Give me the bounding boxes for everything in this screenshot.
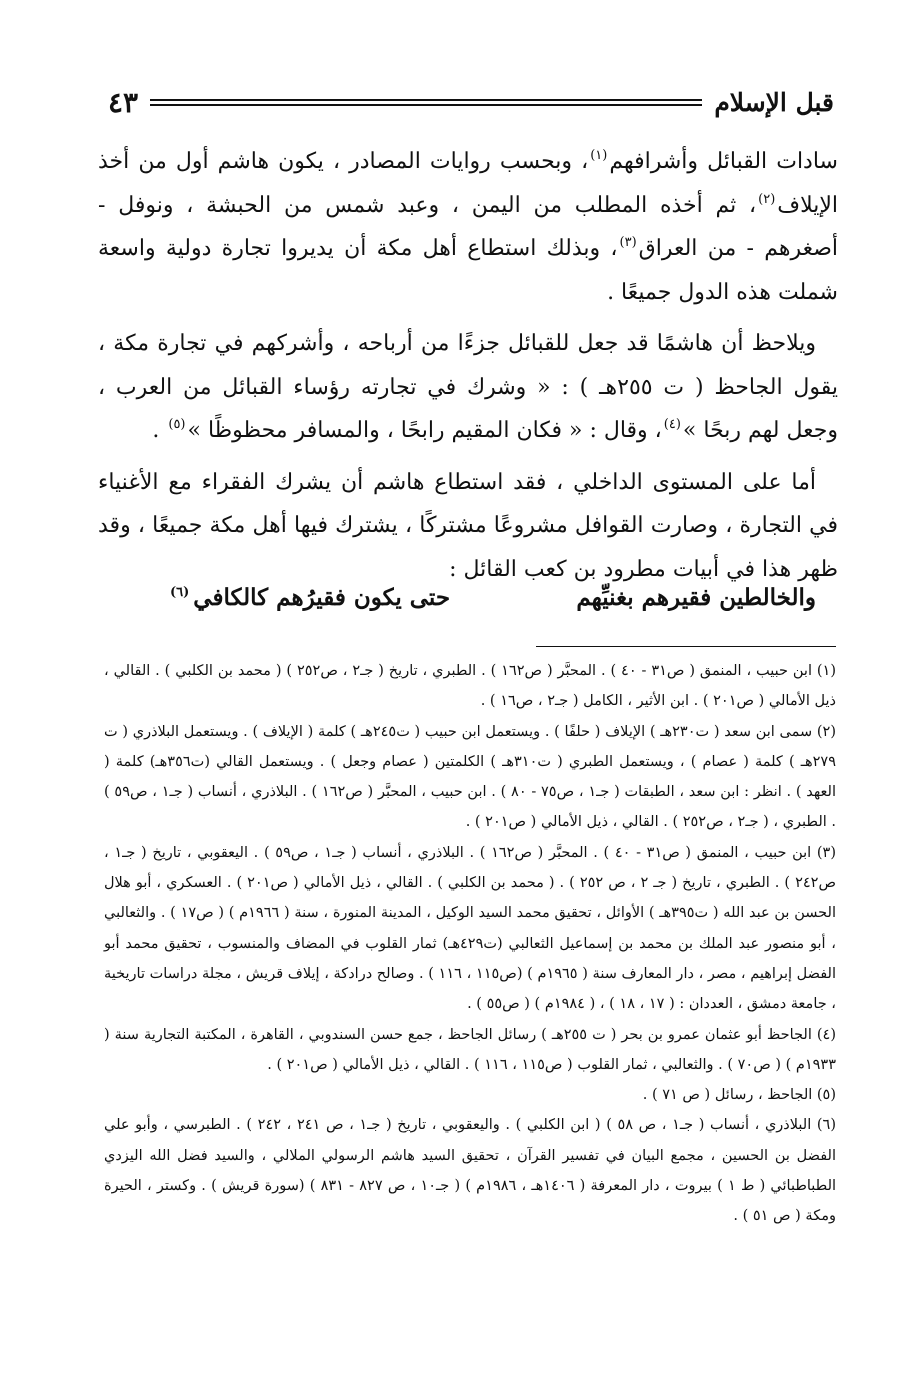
paragraph-2-part-c: .: [152, 418, 160, 443]
poetry-verse: [170, 584, 816, 611]
footnote-ref-2: (٢): [758, 191, 776, 207]
paragraph-2: [98, 322, 838, 453]
verse-first-hemistich: والخالطين فقيرهم بغنيِّهم: [576, 584, 816, 611]
paragraph-2-part-a: ويلاحظ أن هاشمًا قد جعل للقبائل جزءًا من أرباحه ، وأشركهم في تجارة مكة ، يقول الجاحظ ( ت ٢٥٥هـ ) : « وشرك في تجارته رؤساء القبائل من العرب ، وجعل لهم ربحًا »: [98, 331, 839, 443]
paragraph-3: أما على المستوى الداخلي ، فقد استطاع هاشم أن يشرك الفقراء مع الأغنياء في التجارة ، وصارت القوافل مشروعًا مشتركًا ، يشترك فيها أهل مكة جميعًا ، وقد ظهر هذا في أبيات مطرود بن كعب القائل :: [98, 469, 838, 582]
paragraph-2-part-b: ، وقال : « فكان المقيم رابحًا ، والمسافر محظوظًا »: [187, 418, 662, 443]
footnote-2: (٢) سمى ابن سعد ( ت٢٣٠هـ ) الإيلاف ( حلفًا ) . ويستعمل ابن حبيب ( ت٢٤٥هـ ) كلمة ( الإيلاف ) . ويستعمل البلاذري ( ت ٢٧٩هـ ) كلمة ( عصام ) ، ويستعمل الطبري ( ت٣١٠هـ ) الكلمتين ( عصام وجعل ) . ويستعمل القالي (ت٣٥٦هـ) كلمة ( العهد ) . انظر : ابن سعد ، الطبقات ( جـ١ ، ص٧٥ - ٨٠ ) . ابن حبيب ، المحبَّر ( ص١٦٢ ) . البلاذري ، أنساب ( جـ١ ، ص٥٩ ) . الطبري ، ( جـ٢ ، ص٢٥٢ ) . القالي ، ذيل الأمالي ( ص٢٠١ ) .: [104, 723, 836, 831]
footnote-3: (٣) ابن حبيب ، المنمق ( ص٣١ - ٤٠ ) . المحبَّر ( ص١٦٢ ) . البلاذري ، أنساب ( جـ١ ، ص٥٩ ) . اليعقوبي ، تاريخ ( جـ١ ، ص٢٤٢ ) . الطبري ، تاريخ ( جـ ٢ ، ص ٢٥٢ ) . ( محمد بن الكلبي ) . القالي ، ذيل الأمالي ( ص٢٠١ ) . العسكري ، أبو هلال الحسن بن عبد الله ( ت٣٩٥هـ ) الأوائل ، تحقيق محمد السيد الوكيل ، المدينة المنورة ، سنة ( ١٩٦٦م ) ( ص١٧ ) . والثعالبي ، أبو منصور عبد الملك بن محمد بن إسماعيل الثعالبي (ت٤٢٩هـ) ثمار القلوب في المضاف والمنسوب ، تحقيق محمد أبو الفضل إبراهيم ، مصر ، دار المعارف سنة ( ١٩٦٥م ) (ص١١٥ ، ١١٦ ) . وصالح درادكة ، إيلاف قريش ، مجلة دراسات تاريخية ، جامعة دمشق ، العددان : ( ١٧ ، ١٨ ) ، ( ١٩٨٤م ) ( ص٥٥ ) .: [104, 844, 836, 1013]
verse-second-hemistich-wrap: [170, 584, 450, 611]
footnote-6: (٦) البلاذري ، أنساب ( جـ١ ، ص ٥٨ ) ( ابن الكلبي ) . واليعقوبي ، تاريخ ( جـ١ ، ص ٢٤١ ، ٢٤٢ ) . الطبرسي ، وأبو علي الفضل بن الحسين ، مجمع البيان في تفسير القرآن ، تحقيق السيد هاشم الرسولي الملالي ، والسيد فضل الله اليزدي الطباطبائي ( ط ١ ) بيروت ، دار المعرفة ( ١٤٠٦هـ ، ١٩٨٦م ) ( جـ١٠ ، ص ٨٢٧ - ٨٣١ ) (سورة قريش ) . وكستر ، الحيرة ومكة ( ص ٥١ ) .: [104, 1117, 837, 1225]
main-text: [98, 140, 838, 591]
footnote-ref-4: (٤): [663, 417, 681, 432]
paragraph-1-part-d: ، وبذلك استطاع أهل مكة أن يديروا تجارة دولية واسعة شملت هذه الدول جميعًا .: [98, 236, 838, 305]
paragraph-1-part-c: ، ثم أخذه المطلب من اليمن ، وعبد شمس من الحبشة ، ونوفل - أصغرهم - من العراق: [98, 192, 838, 261]
footnotes: [104, 656, 836, 1232]
footnote-4: (٤) الجاحظ أبو عثمان عمرو بن بحر ( ت ٢٥٥هـ ) رسائل الجاحظ ، جمع حسن السندوبي ، القاهرة ، المكتبة التجارية سنة ( ١٩٣٣م ) ( ص٧٠ ) . والثعالبي ، ثمار القلوب ( ص١١٥ ، ١١٦ ) . القالي ، ذيل الأمالي ( ص٢٠١ ) .: [104, 1026, 836, 1073]
footnote-ref-6: (٦): [170, 585, 190, 600]
paragraph-1-part-b: ، وبحسب روايات المصادر ، يكون هاشم أول من أخذ الإيلاف: [98, 149, 838, 218]
page-number: ٤٣: [108, 85, 139, 119]
verse-second-hemistich: حتى يكون فقيرُهم كالكافي: [193, 584, 451, 611]
paragraph-1: [98, 140, 838, 314]
paragraph-1-part-a: سادات القبائل وأشرافهم: [609, 149, 838, 174]
running-header: [108, 82, 834, 122]
footnote-ref-1: (١): [590, 148, 608, 163]
header-rule: [150, 99, 702, 106]
footnote-ref-5: (٥): [168, 417, 186, 432]
chapter-title: قبل الإسلام: [714, 87, 834, 117]
footnote-5: (٥) الجاحظ ، رسائل ( ص ٧١ ) .: [642, 1087, 836, 1104]
footnote-1: (١) ابن حبيب ، المنمق ( ص٣١ - ٤٠ ) . المحبَّر ( ص١٦٢ ) . الطبري ، تاريخ ( جـ٢ ، ص٢٥٢ ) ( محمد بن الكلبي ) . القالي ، ذيل الأمالي ( ص٢٠١ ) . ابن الأثير ، الكامل ( جـ٢ ، ص١٦ ) .: [104, 663, 837, 710]
footnote-separator: [536, 646, 836, 647]
footnote-ref-3: (٣): [619, 235, 637, 250]
